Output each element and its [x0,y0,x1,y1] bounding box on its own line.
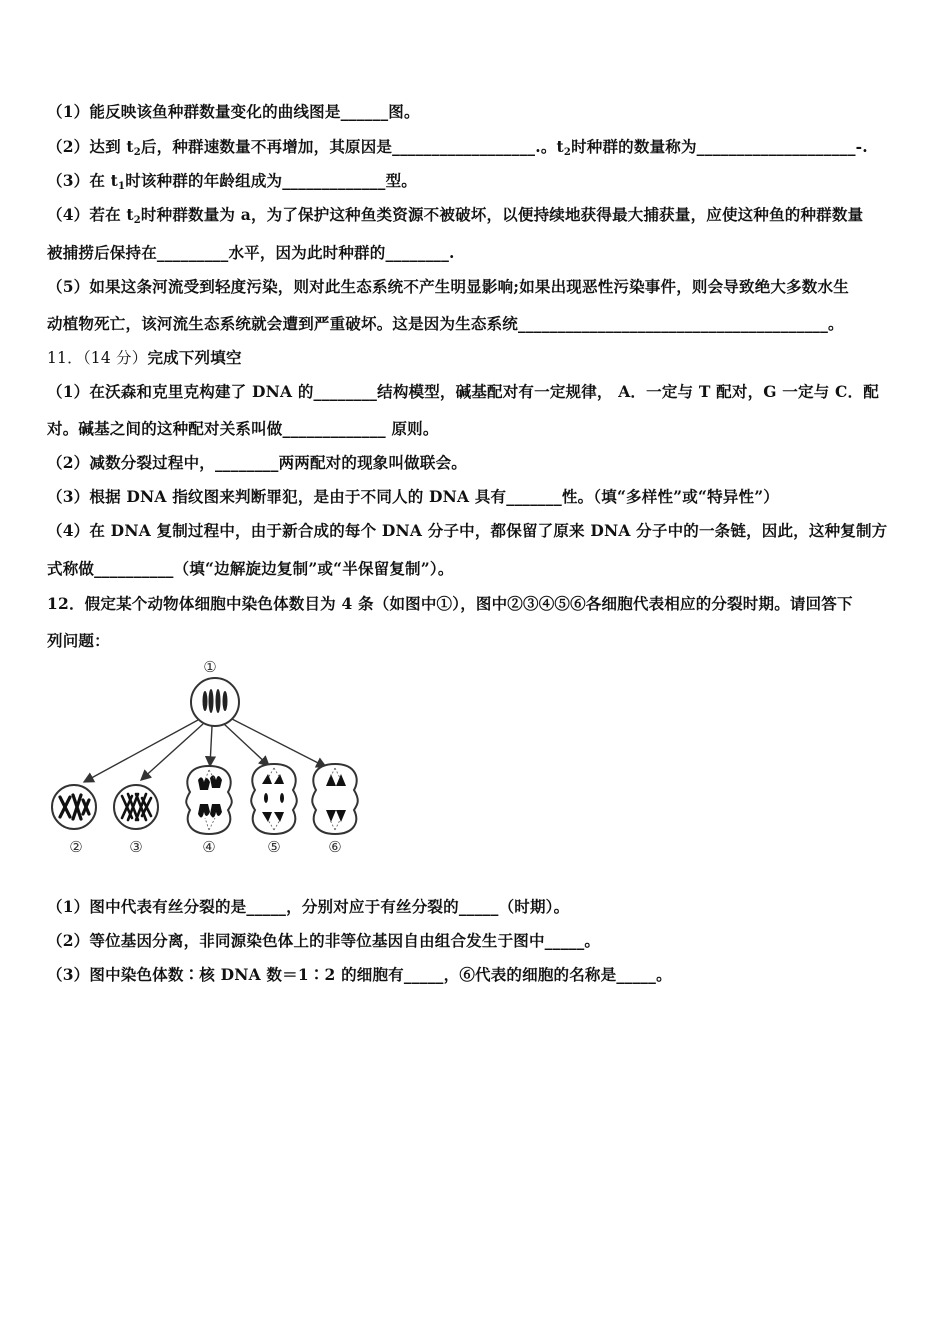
cell-5 [251,764,297,834]
q11-header: 11．（14 分）完成下列填空 [47,348,242,367]
cell-2 [52,785,96,829]
q10-part2: （2）达到 $t_2$后，种群速数量不再增加，其原因是__________________.。$t_2$时种群的数量称为____________________-. [47,137,868,158]
cell-6 [312,764,358,834]
q11-part1-line2: 对。碱基之间的这种配对关系叫做_____________ 原则。 [47,419,439,438]
q11-part1-line1: （1）在沃森和克里克构建了 DNA 的________结构模型，碱基配对有一定规律， A．一定与 T 配对，G 一定与 C．配 [47,382,879,401]
q10-part4-line2: 被捕捞后保持在_________水平，因为此时种群的________. [47,243,455,262]
cell-3 [114,785,158,829]
q10-part5-line1: （5）如果这条河流受到轻度污染，则对此生态系统不产生明显影响;如果出现恶性污染事件，则会导致绝大多数水生 [47,277,849,296]
q12-intro-line2: 列问题： [47,631,110,650]
figure-label-5: ⑤ [267,838,281,856]
q10-part3: （3）在 $t_1$时该种群的年龄组成为_____________型。 [47,171,417,192]
figure-label-1: ① [203,658,217,676]
q11-part2: （2）减数分裂过程中，________两两配对的现象叫做联会。 [47,453,467,472]
q11-part4-line1: （4）在 DNA 复制过程中，由于新合成的每个 DNA 分子中，都保留了原来 DNA 分子中的一条链，因此，这种复制方 [47,521,888,540]
q10-part5-line2: 动植物死亡，该河流生态系统就会遭到严重破坏。这是因为生态系统_______________________________________。 [47,314,844,333]
q11-part3: （3）根据 DNA 指纹图来判断罪犯，是由于不同人的 DNA 具有_______性。（填“多样性”或“特异性”） [47,487,780,506]
q12-part2: （2）等位基因分离，非同源染色体上的非等位基因自由组合发生于图中_____。 [47,931,601,950]
figure-label-2: ② [69,838,83,856]
q10-part4-line1: （4）若在 $t_2$时种群数量为 a，为了保护这种鱼类资源不被破坏，以便持续地获得最大捕获量，应使这种鱼的种群数量 [47,205,864,226]
cell-4 [186,766,232,834]
cell-division-figure [40,652,380,862]
figure-label-3: ③ [129,838,143,856]
q12-intro-line1: 12．假定某个动物体细胞中染色体数目为 4 条（如图中①），图中②③④⑤⑥各细胞代表相应的分裂时期。请回答下 [47,594,853,613]
cell-1 [191,678,239,726]
q11-part4-line2: 式称做__________（填“边解旋边复制”或“半保留复制”）。 [47,559,454,578]
q12-part1: （1）图中代表有丝分裂的是_____，分别对应于有丝分裂的_____（时期）。 [47,897,570,916]
q12-part3: （3）图中染色体数∶核 DNA 数＝1∶2 的细胞有_____，⑥代表的细胞的名称是_____。 [47,965,672,984]
figure-label-6: ⑥ [328,838,342,856]
figure-label-4: ④ [202,838,216,856]
q10-part1: （1）能反映该鱼种群数量变化的曲线图是______图。 [47,102,420,121]
